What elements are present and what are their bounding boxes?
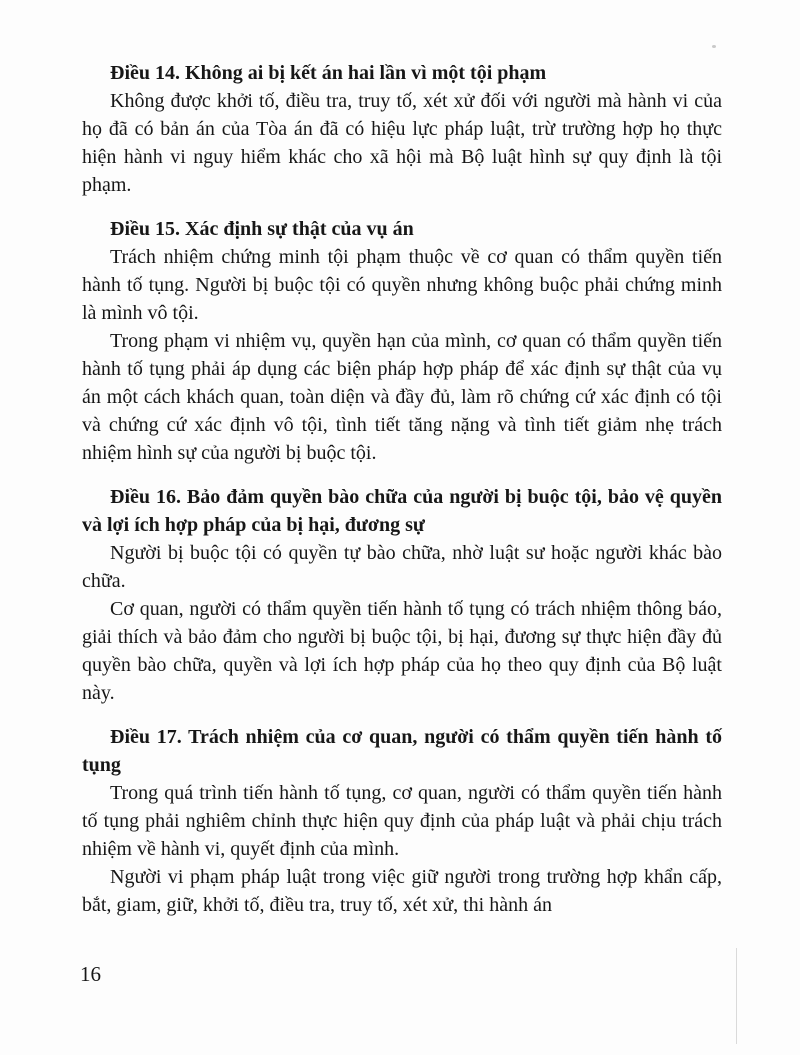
article-17-heading: Điều 17. Trách nhiệm của cơ quan, người có thẩm quyền tiến hành tố tụng [82, 726, 722, 776]
article-17-section [82, 723, 722, 919]
scan-artifact-dot [712, 45, 716, 48]
article-16-section [82, 483, 722, 707]
article-14-section [82, 59, 722, 199]
article-16-paragraph: Cơ quan, người có thẩm quyền tiến hành tố tụng có trách nhiệm thông báo, giải thích và bảo đảm cho người bị buộc tội, bị hại, đương sự thực hiện đầy đủ quyền bào chữa, quyền và lợi ích hợp pháp của họ theo quy định của Bộ luật này. [82, 598, 722, 704]
article-14-heading: Điều 14. Không ai bị kết án hai lần vì một tội phạm [110, 62, 547, 84]
article-15-paragraph: Trong phạm vi nhiệm vụ, quyền hạn của mình, cơ quan có thẩm quyền tiến hành tố tụng phải áp dụng các biện pháp hợp pháp để xác định sự thật của vụ án một cách khách quan, toàn diện và đầy đủ, làm rõ chứng cứ xác định có tội và chứng cứ xác định vô tội, tình tiết tăng nặng và tình tiết giảm nhẹ trách nhiệm hình sự của người bị buộc tội. [82, 330, 722, 464]
article-17-paragraph: Trong quá trình tiến hành tố tụng, cơ quan, người có thẩm quyền tiến hành tố tụng phải nghiêm chỉnh thực hiện quy định của pháp luật và phải chịu trách nhiệm về hành vi, quyết định của mình. [82, 782, 722, 860]
article-15-section [82, 215, 722, 467]
scan-artifact-line [736, 948, 737, 1044]
article-16-paragraph: Người bị buộc tội có quyền tự bào chữa, nhờ luật sư hoặc người khác bào chữa. [82, 542, 722, 592]
article-15-paragraph: Trách nhiệm chứng minh tội phạm thuộc về cơ quan có thẩm quyền tiến hành tố tụng. Người bị buộc tội có quyền nhưng không buộc phải chứng minh là mình vô tội. [82, 246, 722, 324]
page-number: 16 [80, 962, 101, 986]
article-17-paragraph: Người vi phạm pháp luật trong việc giữ người trong trường hợp khẩn cấp, bắt, giam, giữ, khởi tố, điều tra, truy tố, xét xử, thi hành án [82, 866, 722, 916]
article-16-heading: Điều 16. Bảo đảm quyền bào chữa của người bị buộc tội, bảo vệ quyền và lợi ích hợp pháp của bị hại, đương sự [82, 486, 722, 536]
article-14-paragraph: Không được khởi tố, điều tra, truy tố, xét xử đối với người mà hành vi của họ đã có bản án của Tòa án đã có hiệu lực pháp luật, trừ trường hợp họ thực hiện hành vi nguy hiểm khác cho xã hội mà Bộ luật hình sự quy định là tội phạm. [82, 90, 722, 196]
article-15-heading: Điều 15. Xác định sự thật của vụ án [110, 218, 414, 240]
